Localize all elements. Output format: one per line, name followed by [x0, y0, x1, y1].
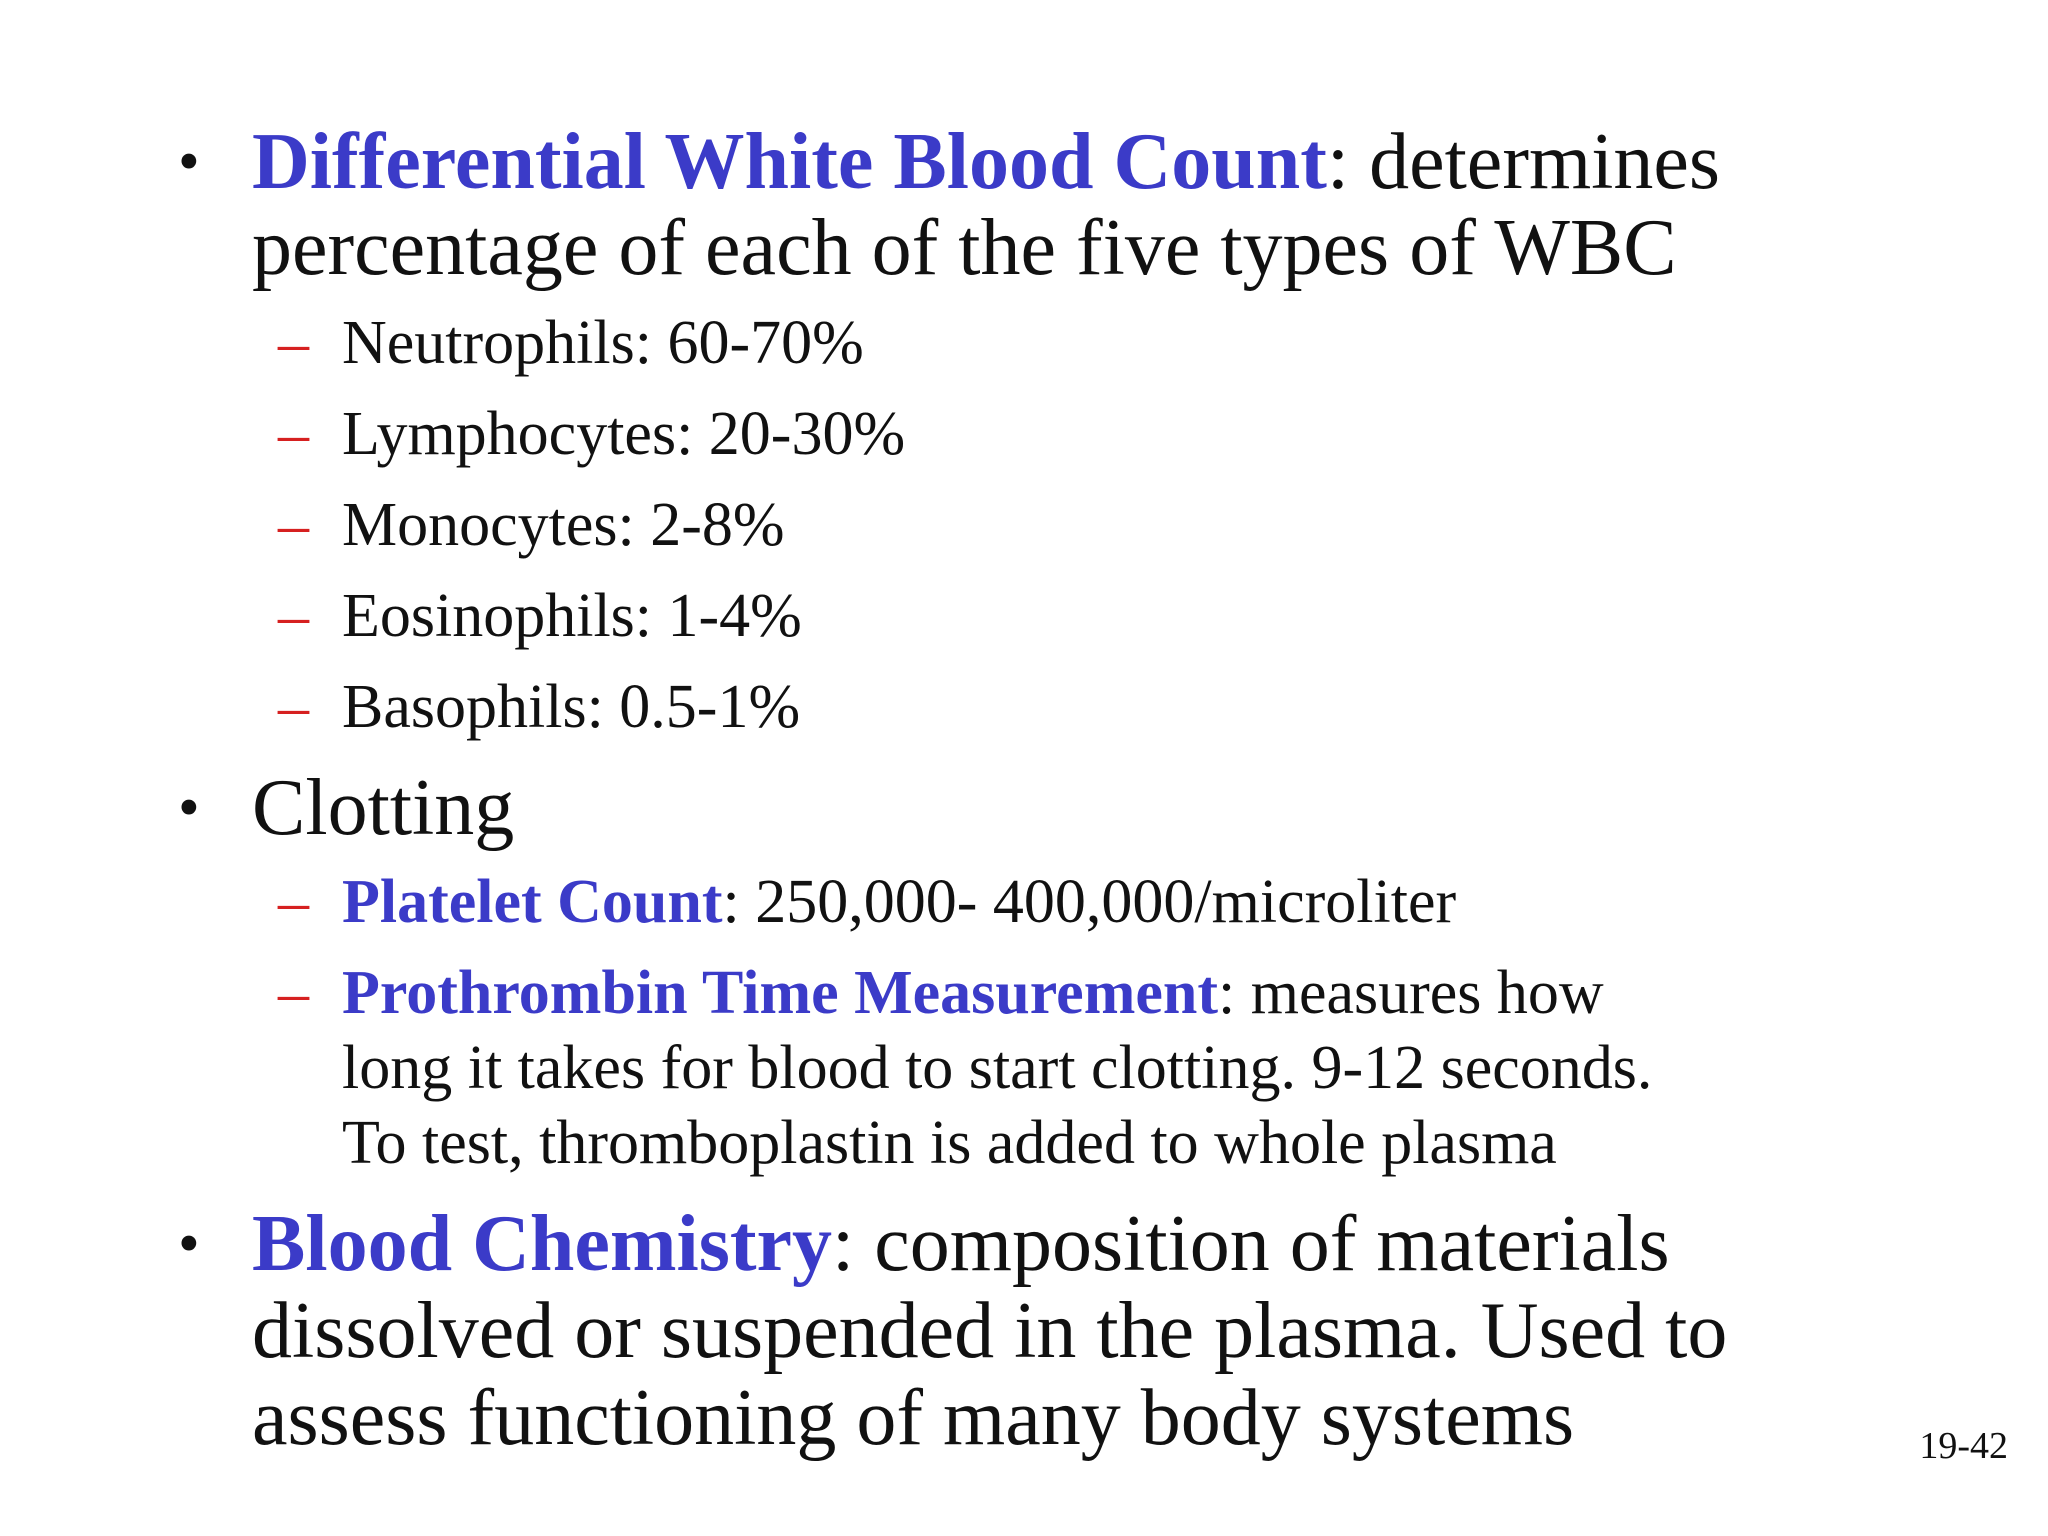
wbc-item-eosinophils: Eosinophils: 1-4% — [342, 582, 802, 650]
wbc-item-monocytes: Monocytes: 2-8% — [342, 491, 785, 559]
chemistry-line2: dissolved or suspended in the plasma. Used to — [252, 1287, 1728, 1375]
dash-icon: – — [278, 673, 309, 741]
dash-icon: – — [278, 309, 309, 377]
wbc-line1-rest: : determines — [1326, 118, 1721, 206]
wbc-heading-line2: percentage of each of the five types of WBC — [252, 204, 1677, 292]
chemistry-line1 — [252, 1200, 1670, 1288]
bullet-icon: • — [178, 1210, 200, 1278]
wbc-heading-line1 — [252, 118, 1720, 206]
wbc-item-basophils: Basophils: 0.5-1% — [342, 673, 801, 741]
dash-icon: – — [278, 582, 309, 650]
wbc-item-lymphocytes: Lymphocytes: 20-30% — [342, 400, 906, 468]
dash-icon: – — [278, 400, 309, 468]
clotting-heading: Clotting — [252, 764, 515, 852]
platelet-keyword: Platelet Count — [342, 868, 723, 936]
prothrombin-line3: To test, thromboplastin is added to whole plasma — [342, 1109, 1557, 1177]
prothrombin-keyword: Prothrombin Time Measurement — [342, 959, 1218, 1027]
slide-number: 19-42 — [1919, 1425, 2008, 1467]
bullet-icon: • — [178, 774, 200, 842]
wbc-keyword: Differential White Blood Count — [252, 118, 1327, 206]
wbc-item-neutrophils: Neutrophils: 60-70% — [342, 309, 864, 377]
platelet-rest: : 250,000- 400,000/microliter — [722, 868, 1457, 936]
platelet-count-line — [342, 864, 1456, 940]
chemistry-line1-rest: : composition of materials — [832, 1200, 1670, 1288]
chemistry-keyword: Blood Chemistry — [252, 1200, 832, 1288]
bullet-icon: • — [178, 128, 200, 196]
prothrombin-line1-rest: : measures how — [1218, 959, 1604, 1027]
prothrombin-line2: long it takes for blood to start clotting. 9-12 seconds. — [342, 1034, 1653, 1102]
chemistry-line3: assess functioning of many body systems — [252, 1374, 1575, 1462]
prothrombin-line1 — [342, 955, 1604, 1031]
dash-icon: – — [278, 868, 309, 936]
dash-icon: – — [278, 959, 309, 1027]
dash-icon: – — [278, 491, 309, 559]
